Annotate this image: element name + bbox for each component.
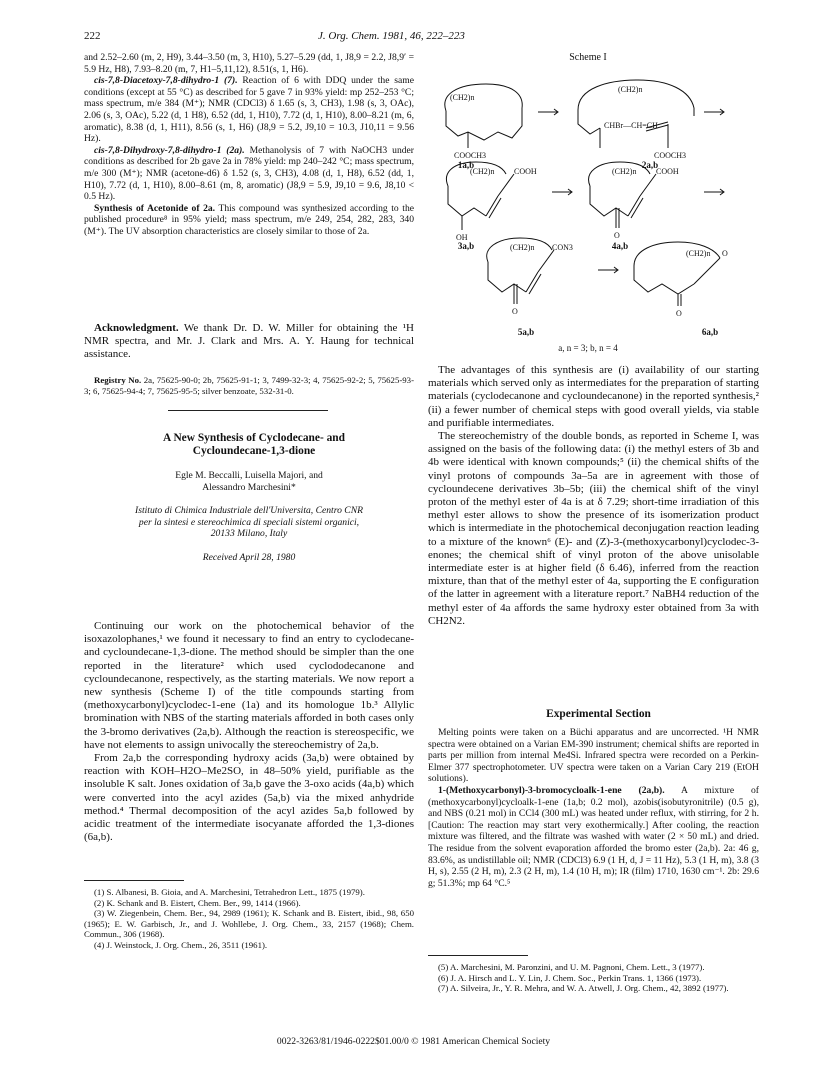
affiliation-line3: 20133 Milano, Italy [210,528,288,540]
bromo-ester-text: A mixture of (methoxycarbonyl)cycloalk-1-ene (1a,b; 0.2 mol), azobis(isobutyronitrile) (0.5 g), and NBS (0.21 mol) in CCl4 (300 mL) was heated under reflux, with stirring, for 2 h. [Caution: The reaction may start very exothermically.] After cooling, the reaction mixture was filtered, and the filtrate was washed with water (2 × 50 mL) and dried. The residue from the solvent evaporation afforded the bromo ester (2a,b). 2a: 46 g, 83.6%, as undistillable oil; NMR (CDCl3) 6.9 (1 H, d, J = 11 Hz), 5.3 (1 H, m), 3.8 (3 H, s), 2.55 (2 H, m), 2.3 (2 H, m), 1.4 (10 H, m); IR (film) 1710, 1630 cm⁻¹. 2b: 29.6 g; 51.3%; mp 64 °C.⁵ [428,784,759,889]
acetonide-text: This compound was synthesized according to the published procedure⁸ in 95% yield; mass spectrum, m/e 249, 254, 282, 283, 340 (M⁺). The UV absorption characteristics are closely similar to those of 2a. [84,202,415,237]
received-date: Received April 28, 1980 [202,551,296,563]
experimental-section [428,708,759,889]
label-2ab: 2a,b [641,160,659,170]
scheme-ring-label-4: (CH2)n [612,167,637,176]
scheme-ring-label-2: (CH2)n [618,85,643,94]
label-6ab: 6a,b [701,327,719,337]
article-divider [168,410,328,411]
compound-2a-heading: cis-7,8-Dihydroxy-7,8-dihydro-1 (2a). [94,144,245,156]
scheme-ester-label-1: COOCH3 [454,151,487,160]
footnote-5: (5) A. Marchesini, M. Paronzini, and U. M. Pagnoni, Chem. Lett., 3 (1977). [438,962,705,972]
page-number: 222 [84,30,101,42]
footnote-7: (7) A. Silveira, Jr., Y. R. Mehra, and W. A. Atwell, J. Org. Chem., 42, 3892 (1977). [438,983,729,994]
scheme-o-label-6-top: O [722,249,728,258]
scheme-o-label-5: O [512,307,518,316]
nmr-continuation: and 2.52–2.60 (m, 2, H9), 3.44–3.50 (m, 3, H10), 5.27–5.29 (dd, 1, J8,9 = 2.2, J8,9′ = 5.9 Hz, H8), 7.93–8.20 (m, 7, H1–5,11,12), 8.51(s, 1, H6). [84,52,414,75]
scheme-ring-label-1: (CH2)n [450,93,475,102]
registry-text: 2a, 75625-90-0; 2b, 75625-91-1; 3, 7499-32-3; 4, 75625-92-2; 5, 75625-93-3; 6, 75625-94-4; 7, 75625-95-5; silver benzoate, 532-31-0. [84,375,414,396]
scheme-azide-label: CON3 [552,243,573,252]
label-4ab: 4a,b [611,241,629,251]
scheme-vinyl-label: CHBr—CH=CH [604,121,658,130]
scheme-ring-label-5: (CH2)n [510,243,535,252]
label-5ab: 5a,b [517,327,535,337]
compound-2a-paragraph [84,145,414,203]
body-paragraph-2: From 2a,b the corresponding hydroxy acids (3a,b) were obtained by reaction with KOH–H2O–Me2SO, in 48–50% yield, purifiable as the insoluble K salt. Jones oxidation of 3a,b gave the 3-oxo acids (4a,b) which were converted into the acyl azides (5a,b) via the mixed anhydride method.⁴ Thermal decomposition of the acyl azides 5a,b followed by acidic treatment of the intermediate isocyanate afforded the 1,3-diones (6a,b). [84,752,414,844]
affiliation-line2: per la sintesi e stereochimica di speciali sistemi organici, [138,516,360,528]
experimental-general: Melting points were taken on a Büchi apparatus and are uncorrected. ¹H NMR spectra were obtained on a Varian EM-390 instrument; chemical shifts are reported in parts per million from internal Me4Si. Infrared spectra were recorded on a Perkin-Elmer 377 spectrophotometer. UV spectra were taken on a Varian Cary 219 (EtOH solutions). [428,727,759,785]
scheme-ring-label-6: (CH2)n [686,249,711,258]
article-header [84,432,414,564]
scheme-acid-label-4: COOH [656,167,679,176]
authors-line2: Alessandro Marchesini* [202,481,296,493]
bromo-ester-heading: 1-(Methoxycarbonyl)-3-bromocycloalk-1-ene (2a,b). [438,784,665,796]
footnote-6: (6) J. A. Hirsch and L. Y. Lin, J. Chem. Soc., Perkin Trans. 1, 1366 (1973). [438,972,702,983]
registry-heading: Registry No. [94,375,142,385]
article-title-line1: A New Synthesis of Cyclodecane- and [163,432,345,444]
left-top-text [84,52,414,238]
affiliation-line1: Istituto di Chimica Industriale dell'Universita, Centro CNR [135,505,363,517]
scheme-o-label-6: O [676,309,682,318]
body-paragraph-1: Continuing our work on the photochemical behavior of the isoxazolophanes,¹ we found it necessary to find an entry to cyclodecane- and cycloundecane-1,3-dione. The method should be simpler than the one reported in the literature² which used cyclododecanone and cycloundecanone, respectively, as the starting materials. We now report a new synthesis (Scheme I) of the title compounds starting from (methoxycarbonyl)cyclodec-1-ene (1a) and its homologue 1b.³ Allylic bromination with NBS of the starting materials afforded in both cases only the 3-bromo derivatives (2a,b). Although the reaction is stereospecific, we have not elements to assign univocally the stereochemistry of 2a,b. [84,620,414,751]
compound-7-paragraph [84,75,414,145]
compound-7-text: Reaction of 6 with DDQ under the same conditions (except at 55 °C) as described for 5 gave 7 in 93% yield: mp 252–253 °C; mass spectrum, m/e 384 (M⁺); NMR (CDCl3) δ 1.65 (s, 3, CH3), 1.98 (s, 3, OAc), 2.06 (s, 3, OAc), 5.22 (d, 1 H8), 6.52 (dd, 1, H10), 7.72 (d, 1, H10), 8.00–8.21 (m, 6, aromatic), 8.38 (d, 1, H11), 8.56 (s, 1, H6) (J8,9 = 5.2, J9,10 = 10.3, J10,11 = 9.56 Hz). [84,75,414,145]
scheme-title: Scheme I [569,52,607,63]
bromo-ester-paragraph [428,785,759,889]
scheme-ring-label-3: (CH2)n [470,167,495,176]
acknowledgment-heading: Acknowledgment. [94,322,179,334]
authors-line1: Egle M. Beccalli, Luisella Majori, and [175,470,323,481]
footnote-3: (3) W. Ziegenbein, Chem. Ber., 94, 2989 (1961); K. Schank and B. Eistert, ibid., 98, 650 (1965); E. W. Garbisch, Jr., and J. Wohllebe, J. Org. Chem., 33, 2157 (1968); Chem. Commun., 306 (1968). [84,908,414,940]
footnote-1: (1) S. Albanesi, B. Gioia, and A. Marchesini, Tetrahedron Lett., 1875 (1979). [94,887,365,897]
right-text [428,364,759,628]
scheme-o-label-4: O [614,231,620,240]
registry-numbers [84,375,414,396]
page-footer: 0022-3263/81/1946-0222$01.00/0 © 1981 American Chemical Society [276,1036,551,1047]
footnotes-left [84,887,414,951]
advantages-paragraph: The advantages of this synthesis are (i) availability of our starting materials which served only as intermediates for the preparation of starting materials (cyclodecanone and cycloundecanone) in the reported synthesis,² (ii) a fewer number of chemical steps with good overall yields, via stable and purifiable intermediates. [428,364,759,429]
footnote-divider [84,880,184,881]
label-1ab: 1a,b [457,160,475,170]
acknowledgment-text: We thank Dr. D. W. Miller for obtaining the ¹H NMR spectra, and Mr. J. Clark and Mrs. A. Y. Haung for technical assistance. [84,322,414,361]
acetonide-paragraph [84,203,414,238]
scheme-diagram [428,66,759,344]
article-body [84,620,414,844]
footnote-2: (2) K. Schank and B. Eistert, Chem. Ber., 99, 1414 (1966). [94,897,301,908]
label-3ab: 3a,b [457,241,475,251]
scheme-acid-label-3: COOH [514,167,537,176]
footnote-divider-right [428,955,528,956]
compound-2a-text: Methanolysis of 7 with NaOCH3 under conditions as described for 2b gave 2a in 78% yield: mp 240–242 °C; mass spectrum, m/e 300 (M⁺); NMR (acetone-d6) δ 1.52 (s, 3, CH3), 4.08 (d, 1, H8), 6.52 (dd, 1, H10), 7.72 (d, 1, H10), 8.00–8.61 (m, 8, aromatic) (J8,9 = 5.9, J9,10 = 9.6, J8,10 < 0.5 Hz). [84,144,414,203]
footnotes-right [428,962,759,994]
acetonide-heading: Synthesis of Acetonide of 2a. [94,202,216,214]
footnote-4: (4) J. Weinstock, J. Org. Chem., 26, 3511 (1961). [94,939,268,950]
compound-7-heading: cis-7,8-Diacetoxy-7,8-dihydro-1 (7). [94,75,238,87]
stereochemistry-paragraph: The stereochemistry of the double bonds, as reported in Scheme I, was assigned on the basis of the following data: (i) the methyl esters of 3b and 4b were identical with known compounds;⁵ (ii) the chemical shifts of the vinyl protons of compounds 3a–5a are in agreement with those of cycloundecene derivatives 3b–5b; (iii) the chemical shift of the vinyl proton of the methyl ester of 4a is at δ 7.29; short-time irradiation of this methyl ester allows to show the presence of its isomerization product which is intermediate in the photochemical deconjugation reaction leading to a mixture of the known⁶ (E)- and (Z)-3-(methoxycarbonyl)cyclodec-3-enones; the chemical shift of vinyl proton of the above unisolable intermediate ester is at higher field (δ 6.46), inferred from the reaction mixture, than that of the methyl ester of 4a, supporting the E configuration of the latter in agreement with a literature report.⁷ NaBH4 reduction of the methyl ester of 4a affords the same hydroxy ester obtained from 3a with CH2N2. [428,430,759,627]
experimental-heading: Experimental Section [546,708,651,720]
article-title-line2: Cycloundecane-1,3-dione [192,445,316,457]
acknowledgment [84,322,414,362]
scheme-ester-label-2: COOCH3 [654,151,687,160]
scheme-oh-label: OH [456,233,468,242]
scheme-legend: a, n = 3; b, n = 4 [558,343,618,353]
journal-header: J. Org. Chem. 1981, 46, 222–223 [318,30,465,42]
